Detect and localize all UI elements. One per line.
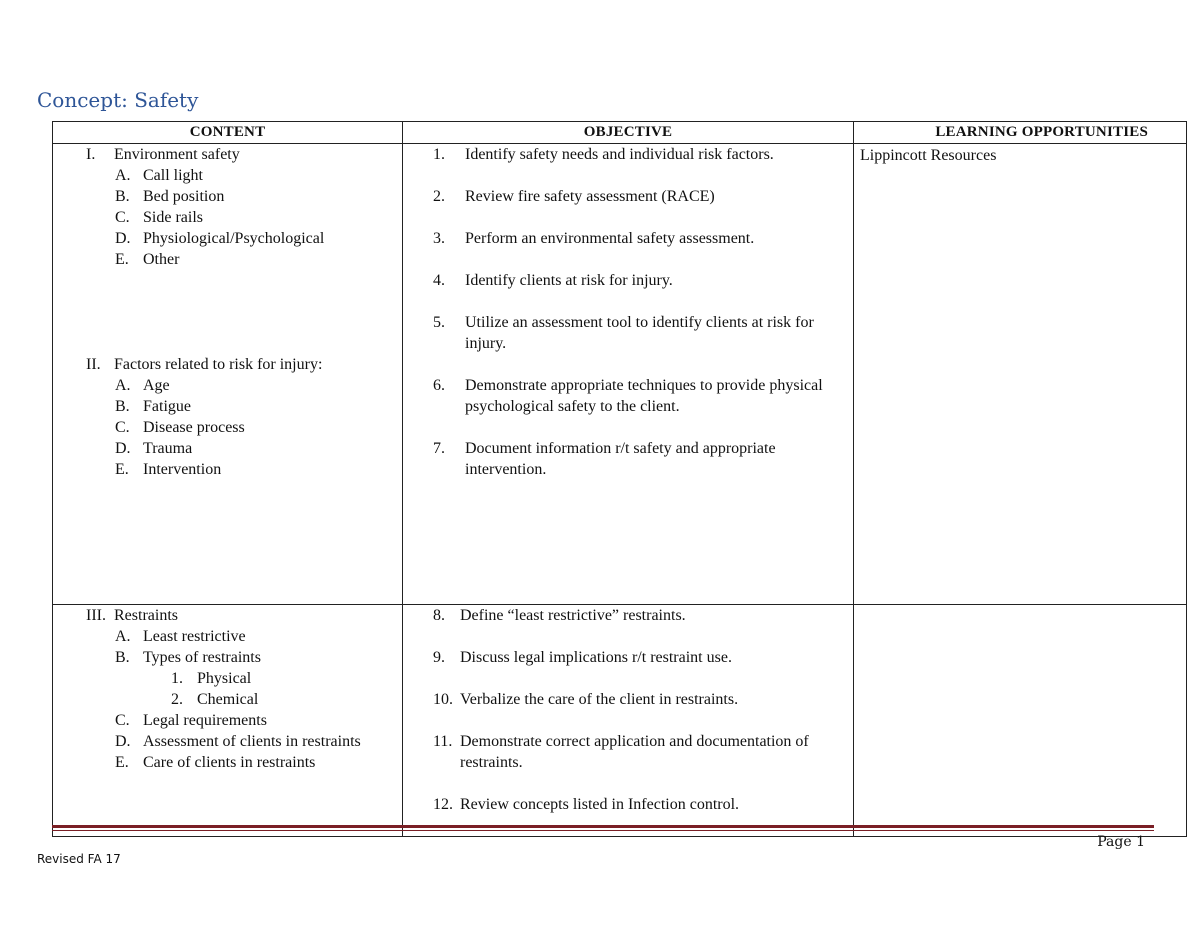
page-number: Page 1 — [1097, 834, 1145, 850]
section-heading: II. Factors related to risk for injury: — [86, 356, 323, 373]
list-item: E. Other — [115, 251, 180, 268]
section-heading: I. Environment safety — [86, 146, 240, 163]
header-learning: LEARNING OPPORTUNITIES — [854, 122, 1187, 144]
table-row — [53, 144, 1187, 605]
objective-cell — [403, 144, 854, 605]
list-item: B. Fatigue — [115, 398, 191, 415]
list-item: E. Intervention — [115, 461, 222, 478]
objective-item: 4. Identify clients at risk for injury. — [433, 272, 673, 289]
list-item: B. Bed position — [115, 188, 225, 205]
objective-item: 9. Discuss legal implications r/t restraint use. — [433, 649, 732, 666]
list-item: E. Care of clients in restraints — [115, 754, 316, 771]
header-objective: OBJECTIVE — [403, 122, 854, 144]
list-item: A. Age — [115, 377, 170, 394]
objective-item: 3. Perform an environmental safety assessment. — [433, 230, 755, 247]
objective-cell — [403, 605, 854, 837]
objective-item: 6. Demonstrate appropriate techniques to provide physical psychological safety to the client. — [433, 377, 823, 415]
objective-item: 7. Document information r/t safety and appropriate intervention. — [433, 440, 776, 478]
list-item: A. Call light — [115, 167, 203, 184]
content-cell — [53, 144, 403, 605]
list-item: D. Trauma — [115, 440, 193, 457]
curriculum-table — [52, 121, 1187, 837]
section-heading: III. Restraints — [86, 607, 178, 624]
list-item: D. Assessment of clients in restraints — [115, 733, 361, 750]
objective-item: 10. Verbalize the care of the client in restraints. — [433, 691, 739, 708]
list-item: 1. Physical — [171, 670, 252, 687]
table-row — [53, 605, 1187, 837]
list-item: B. Types of restraints — [115, 649, 261, 666]
revision-note: Revised FA 17 — [37, 852, 121, 866]
footer-rule-thin — [52, 830, 1154, 831]
objective-item: 8. Define “least restrictive” restraints. — [433, 607, 686, 624]
list-item: C. Side rails — [115, 209, 203, 226]
footer-rule — [52, 825, 1154, 828]
learning-cell: Lippincott Resources — [854, 144, 1187, 605]
table-header-row — [53, 122, 1187, 144]
learning-cell — [854, 605, 1187, 837]
list-item: C. Legal requirements — [115, 712, 267, 729]
content-cell — [53, 605, 403, 837]
list-item: A. Least restrictive — [115, 628, 246, 645]
objective-item: 11. Demonstrate correct application and documentation of restraints. — [433, 733, 809, 771]
list-item: 2. Chemical — [171, 691, 259, 708]
objective-item: 12. Review concepts listed in Infection control. — [433, 796, 740, 813]
list-item: D. Physiological/Psychological — [115, 230, 325, 247]
header-content: CONTENT — [53, 122, 403, 144]
objective-item: 5. Utilize an assessment tool to identify clients at risk for injury. — [433, 314, 814, 352]
list-item: C. Disease process — [115, 419, 245, 436]
objective-item: 1. Identify safety needs and individual risk factors. — [433, 146, 774, 163]
objective-item: 2. Review fire safety assessment (RACE) — [433, 188, 715, 205]
page-title: Concept: Safety — [37, 88, 199, 112]
